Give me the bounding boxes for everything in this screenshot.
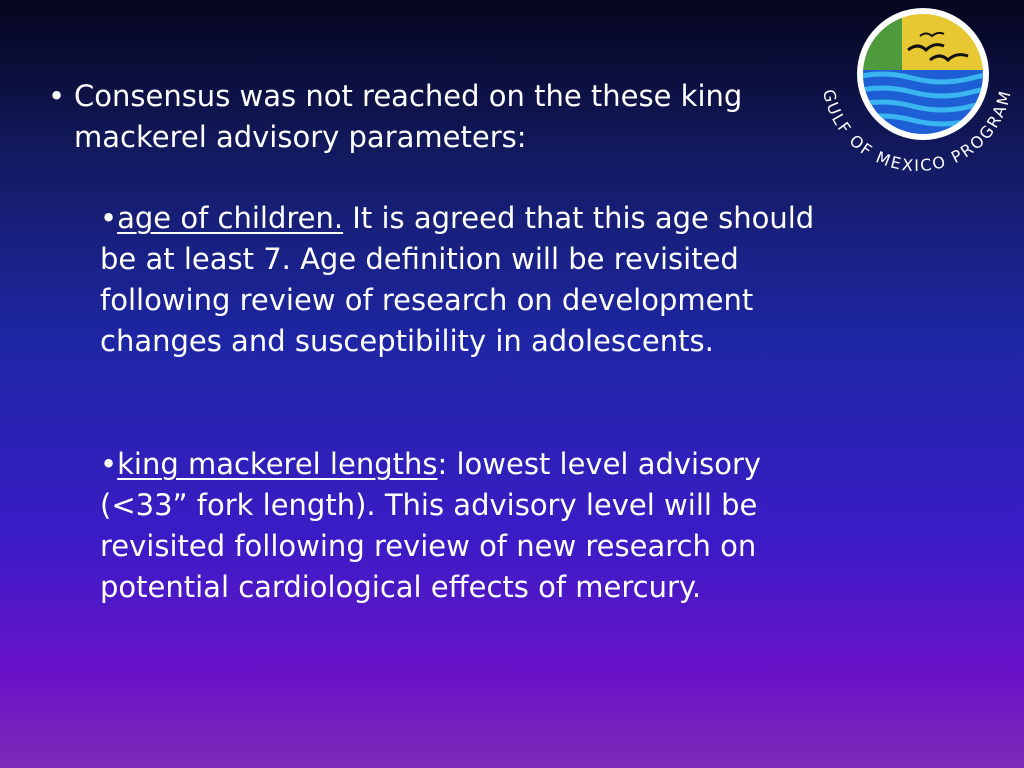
- sub-item-age-of-children: [100, 198, 840, 362]
- sub-item-text: : lowest level advisory (<33” fork length). This advisory level will be revisited following review of new research on potential cardiological effects of mercury.: [100, 447, 762, 604]
- sub-bullet-marker: •: [100, 201, 118, 235]
- main-bullet: [48, 76, 788, 158]
- sub-item-term: age of children.: [117, 201, 344, 235]
- sub-item-term: king mackerel lengths: [117, 447, 438, 481]
- main-bullet-text: Consensus was not reached on the these king mackerel advisory parameters:: [74, 79, 743, 154]
- bullet-marker: •: [48, 79, 66, 113]
- sub-item-text: It is agreed that this age should be at least 7. Age definition will be revisited following review of research on development changes and susceptibility in adolescents.: [100, 201, 815, 358]
- gulf-of-mexico-program-logo: [812, 6, 1022, 194]
- logo-text-ring: GULF OF MEXICO PROGRAM: [819, 87, 1016, 176]
- sub-item-king-mackerel-lengths: [100, 444, 840, 608]
- sub-bullet-marker: •: [100, 447, 118, 481]
